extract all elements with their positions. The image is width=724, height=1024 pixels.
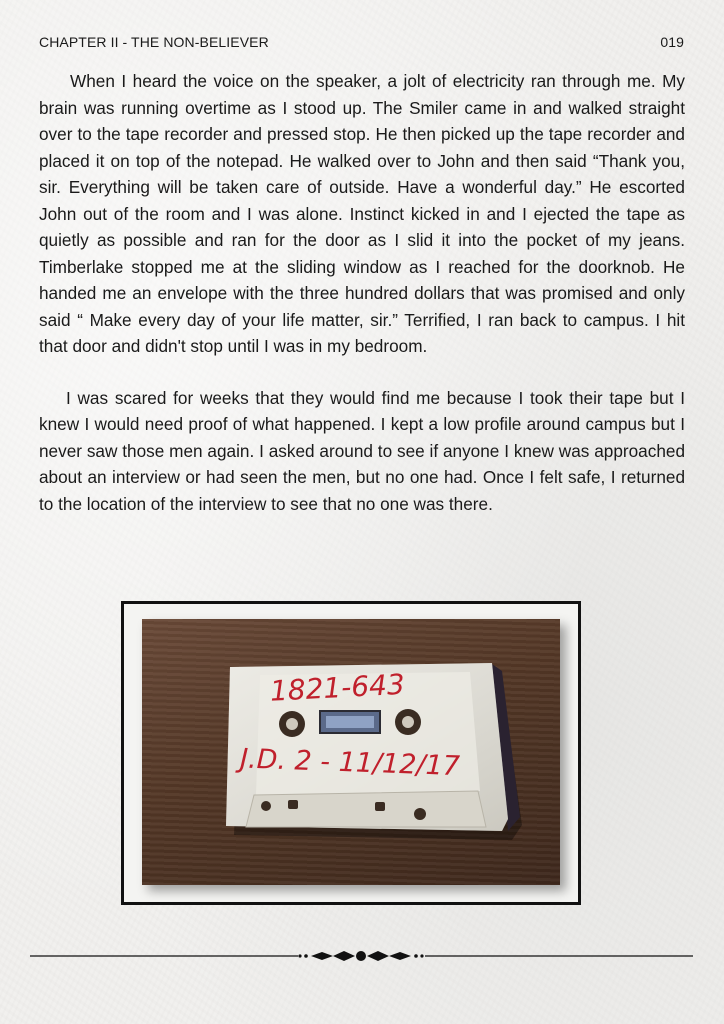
page-header bbox=[39, 34, 684, 50]
body-text bbox=[39, 68, 685, 517]
ornamental-divider bbox=[30, 948, 693, 964]
chapter-title: CHAPTER II - THE NON-BELIEVER bbox=[39, 34, 269, 50]
paragraph-2: I was scared for weeks that they would find me because I took their tape but I knew I would need proof of what happened. I kept a low profile around campus but I never saw those men again. I asked around to see if anyone I knew was approached about an interview or had seen the men, but no one had. Once I felt safe, I returned to the location of the interview to see that no one was there. bbox=[39, 387, 685, 514]
cassette-label-bottom: J.D. 2 - 11/12/17 bbox=[239, 743, 461, 783]
cassette-tape-image bbox=[142, 619, 560, 885]
page-number: 019 bbox=[660, 34, 684, 50]
paragraph-1: When I heard the voice on the speaker, a jolt of electricity ran through me. My brain was running overtime as I stood up. The Smiler came in and walked straight over to the tape recorder and pressed stop. He then picked up the tape recorder and placed it on top of the notepad. He walked over to John and then said “Thank you, sir. Everything will be taken care of outside. Have a wonderful day.” He escorted John out of the room and I was alone. Instinct kicked in and I ejected the tape as quietly as possible and ran for the door as I slid it into the pocket of my jeans. Timberlake stopped me at the sliding window as I reached for the doorknob. He handed me an envelope with the three hundred dollars that was promised and only said “ Make every day of your life matter, sir.” Terrified, I ran back to campus. I hit that door and didn't stop until I was in my bedroom. bbox=[39, 71, 685, 356]
cassette-label-top: 1821-643 bbox=[269, 667, 406, 708]
cassette-photo bbox=[142, 619, 560, 885]
